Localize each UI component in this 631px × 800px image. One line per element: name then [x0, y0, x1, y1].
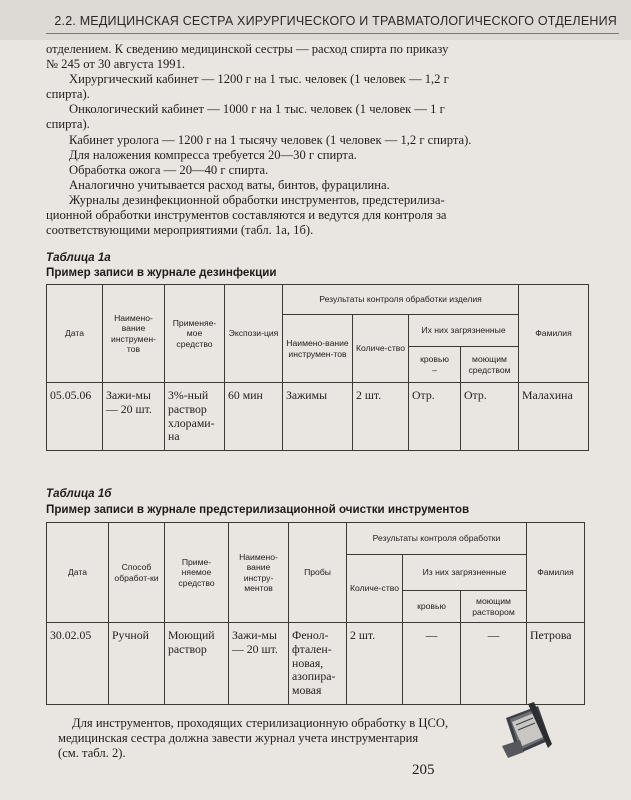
header-method: Способ обработ-ки — [109, 523, 165, 623]
cell-agent: Моющий раствор — [165, 623, 229, 705]
body-line: Журналы дезинфекционной обработки инструментов, предстерилиза- — [69, 192, 445, 207]
table-1a-label: Таблица 1а — [46, 251, 111, 264]
cell-surname: Петрова — [527, 623, 585, 705]
body-line: спирта). — [46, 117, 90, 132]
table-row — [47, 623, 585, 705]
header-date: Дата — [47, 285, 103, 383]
page-number: 205 — [412, 762, 435, 778]
cell-agent: 3%-ный раствор хлорами-на — [165, 383, 225, 451]
cell-name: Зажи-мы — 20 шт. — [103, 383, 165, 451]
header-name: Наимено-вание инстру-ментов — [229, 523, 289, 623]
book-with-pen-icon — [498, 700, 558, 760]
body-line: отделением. К сведению медицинской сестры — расход спирта по приказу — [46, 42, 449, 56]
cell-surname: Малахина — [519, 383, 589, 451]
body-line: Обработка ожога — 20—40 г спирта. — [69, 162, 269, 177]
body-line: Для наложения компресса требуется 20—30 г спирта. — [69, 147, 357, 162]
footer-line: медицинская сестра должна завести журнал учета инструментария — [58, 731, 419, 746]
cell-blood: Отр. — [409, 383, 461, 451]
footer-line: (см. табл. 2). — [58, 746, 126, 761]
body-line: спирта). — [46, 87, 90, 102]
header-title: 2.2. МЕДИЦИНСКАЯ СЕСТРА ХИРУРГИЧЕСКОГО И ТРАВМАТОЛОГИЧЕСКОГО ОТДЕЛЕНИЯ — [54, 14, 617, 28]
header-blood: кровью — [403, 591, 461, 623]
header-blood-label: кровью — [420, 354, 449, 365]
table-1b — [46, 522, 585, 705]
header-results: Результаты контроля обработки изделия — [283, 285, 519, 315]
header-detergent: моющим средством — [461, 347, 519, 383]
cell-result-count: 2 шт. — [353, 383, 409, 451]
header-agent: Применяе-мое средство — [165, 285, 225, 383]
header-result-count: Количе-ство — [353, 315, 409, 383]
header-exposure: Экспози-ция — [225, 285, 283, 383]
header-contaminated: Из них загрязненные — [403, 555, 527, 591]
header-contaminated: Их них загрязненные — [409, 315, 519, 347]
header-agent: Приме-няемое средство — [165, 523, 229, 623]
cell-method: Ручной — [109, 623, 165, 705]
footer-line: Для инструментов, проходящих стерилизационную обработку в ЦСО, — [72, 716, 449, 730]
cell-name: Зажи-мы — 20 шт. — [229, 623, 289, 705]
cell-samples: Фенол-фтален-новая, азопира-мовая — [289, 623, 347, 705]
body-line: Аналогично учитывается расход ваты, бинтов, фурацилина. — [69, 177, 390, 192]
header-samples: Пробы — [289, 523, 347, 623]
body-line: Онкологический кабинет — 1000 г на 1 тыс. человек (1 человек — 1 г — [69, 102, 445, 117]
cell-count: 2 шт. — [347, 623, 403, 705]
header-detergent: моющим раствором — [461, 591, 527, 623]
header-name: Наимено-вание инструмен-тов — [103, 285, 165, 383]
table-row — [47, 383, 589, 451]
header-surname: Фамилия — [527, 523, 585, 623]
cell-result-name: Зажимы — [283, 383, 353, 451]
cell-detergent: Отр. — [461, 383, 519, 451]
table-1b-title: Пример записи в журнале предстерилизационной очистки инструментов — [46, 503, 470, 516]
page-header — [0, 0, 631, 40]
header-result-name: Наимено-вание инструмен-тов — [283, 315, 353, 383]
table-1a-title: Пример записи в журнале дезинфекции — [46, 266, 277, 279]
table-1b-label: Таблица 1б — [46, 487, 112, 500]
body-line: Кабинет уролога — 1200 г на 1 тысячу человек (1 человек — 1,2 г спирта). — [69, 132, 472, 147]
cell-date: 30.02.05 — [47, 623, 109, 705]
cell-date: 05.05.06 — [47, 383, 103, 451]
cell-detergent: — — [461, 623, 527, 705]
body-line: № 245 от 30 августа 1991. — [46, 57, 186, 72]
body-line: соответствующими мероприятиями (табл. 1а, 1б). — [46, 223, 314, 238]
header-count: Количе-ство — [347, 555, 403, 623]
header-rule — [46, 33, 619, 34]
body-line: Хирургический кабинет — 1200 г на 1 тыс. человек (1 человек — 1,2 г — [69, 72, 449, 87]
body-text — [46, 42, 586, 238]
header-surname: Фамилия — [519, 285, 589, 383]
header-blood-mark: – — [432, 364, 437, 375]
header-blood — [409, 347, 461, 383]
cell-exposure: 60 мин — [225, 383, 283, 451]
body-line: ционной обработки инструментов составляются и ведутся для контроля за — [46, 208, 447, 223]
header-date: Дата — [47, 523, 109, 623]
header-results: Результаты контроля обработки — [347, 523, 527, 555]
cell-blood: — — [403, 623, 461, 705]
table-1a — [46, 284, 589, 451]
